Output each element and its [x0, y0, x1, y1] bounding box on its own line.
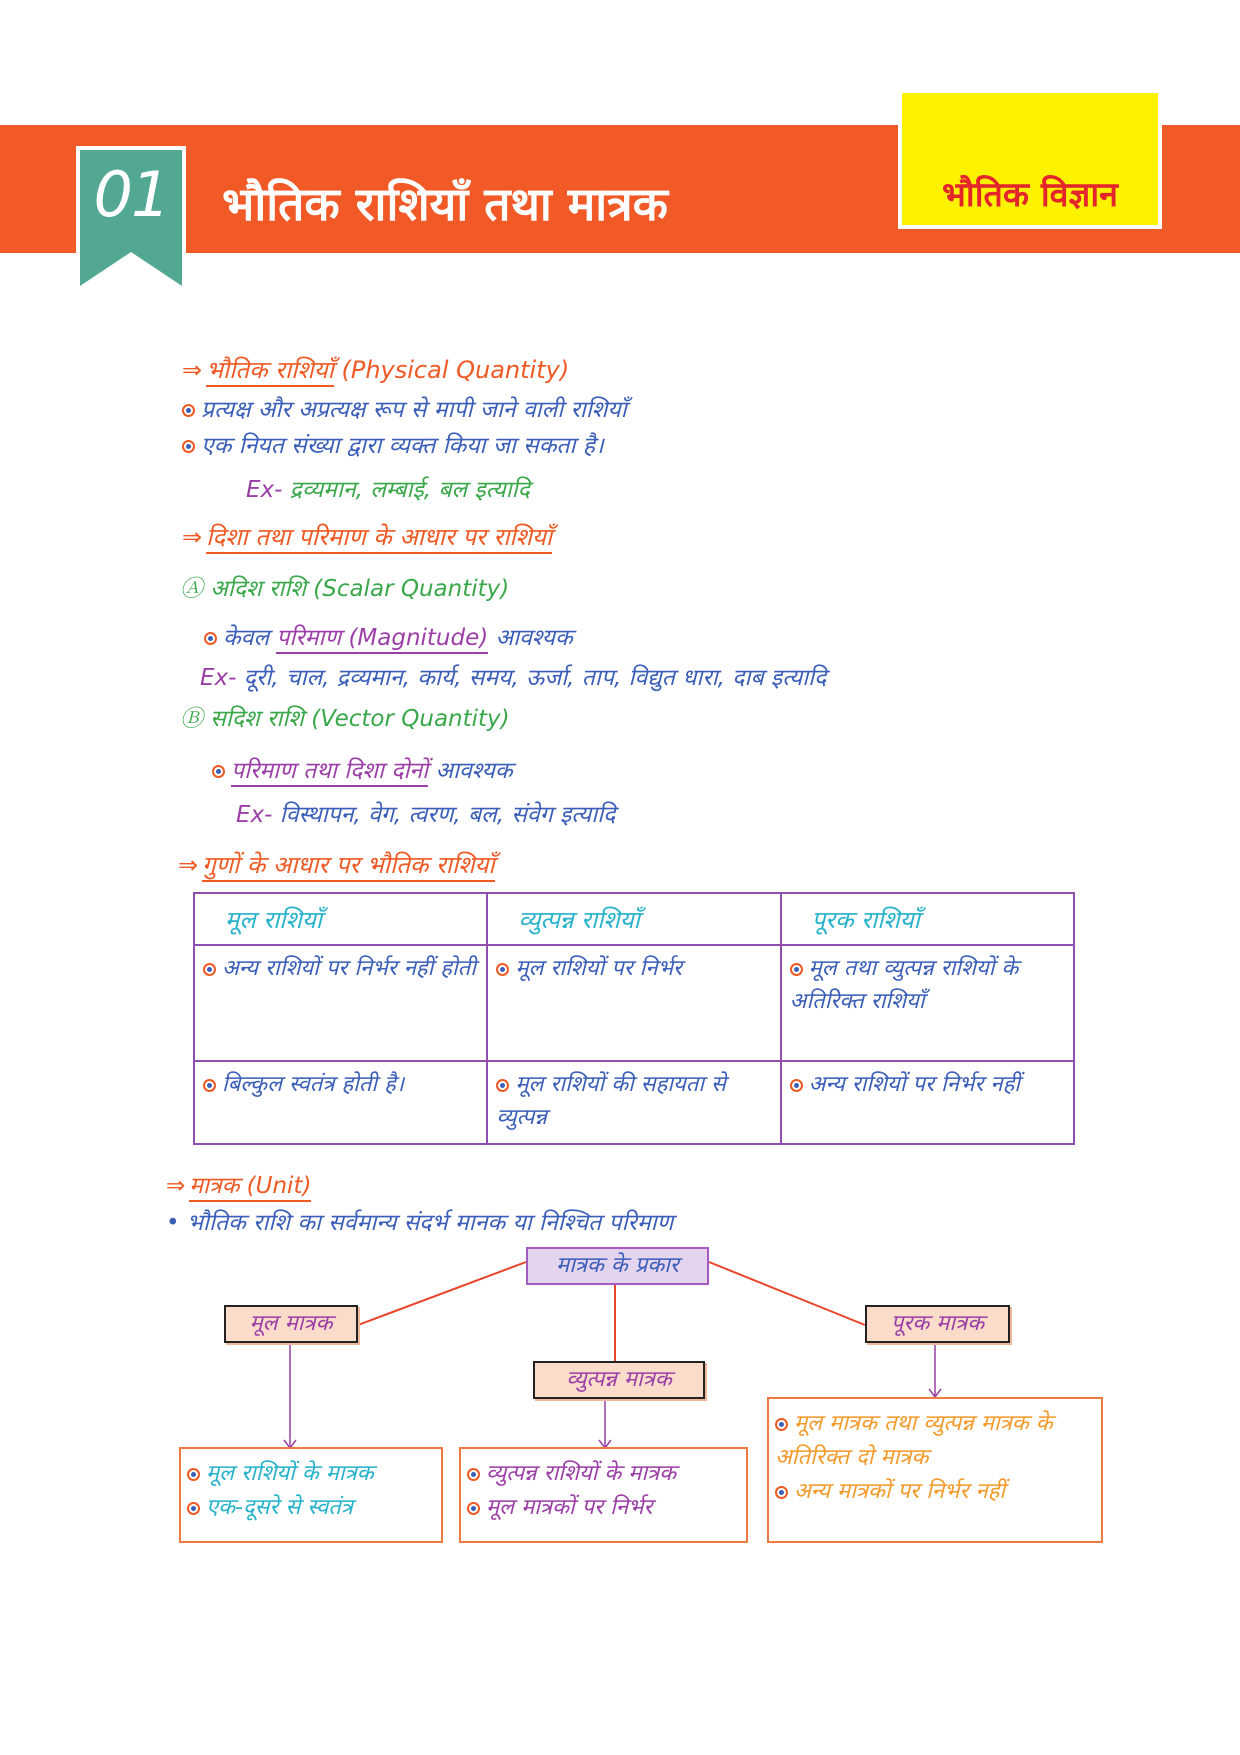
bullet-icon [187, 1502, 200, 1515]
bullet-icon [496, 1079, 509, 1092]
table-cell: मूल राशियों पर निर्भर [487, 945, 780, 1061]
bullet-icon [187, 1468, 200, 1481]
bullet-icon [790, 963, 803, 976]
list-item: अन्य मात्रकों पर निर्भर नहीं [775, 1475, 1095, 1509]
section-heading-direction-magnitude: ⇒ दिशा तथा परिमाण के आधार पर राशियाँ [182, 520, 552, 553]
subject-label: भौतिक विज्ञान [941, 175, 1119, 215]
diagram-node-derived-unit: व्युत्पन्न मात्रक [533, 1361, 705, 1399]
bullet-icon [775, 1486, 788, 1499]
diagram-root-node: मात्रक के प्रकार [526, 1247, 709, 1285]
diagram-leaf-supplementary [767, 1397, 1103, 1543]
bullet-icon [182, 440, 195, 453]
list-item: व्युत्पन्न राशियों के मात्रक [467, 1457, 740, 1491]
list-item: एक-दूसरे से स्वतंत्र [187, 1491, 435, 1525]
section-heading-physical-quantity: ⇒ भौतिक राशियाँ (Physical Quantity) [182, 353, 569, 386]
diagram-leaf-fundamental [179, 1447, 443, 1543]
list-item: मूल मात्रकों पर निर्भर [467, 1491, 740, 1525]
double-arrow-icon: ⇒ [166, 1173, 186, 1199]
table-header-row [194, 893, 1074, 945]
bullet-icon [212, 765, 225, 778]
bullet-icon [775, 1418, 788, 1431]
table-row [194, 1061, 1074, 1144]
double-arrow-icon: ⇒ [182, 356, 203, 384]
list-item: केवल परिमाण (Magnitude) आवश्यक [204, 620, 573, 652]
unit-definition: • भौतिक राशि का सर्वमान्य संदर्भ मानक या निश्चित परिमाण [166, 1210, 674, 1236]
table-cell: अन्य राशियों पर निर्भर नहीं [781, 1061, 1074, 1144]
list-item: एक नियत संख्या द्वारा व्यक्त किया जा सकता है। [182, 428, 604, 460]
section-heading-unit: ⇒ मात्रक (Unit) [166, 1168, 311, 1200]
list-item: मूल मात्रक तथा व्युत्पन्न मात्रक के अतिरिक्त दो मात्रक [775, 1411, 1053, 1470]
chapter-number: 01 [93, 158, 169, 231]
bullet-icon [790, 1079, 803, 1092]
bullet-icon [467, 1502, 480, 1515]
table-cell: अन्य राशियों पर निर्भर नहीं होती [194, 945, 487, 1061]
table-cell: मूल तथा व्युत्पन्न राशियों के अतिरिक्त राशियाँ [781, 945, 1074, 1061]
double-arrow-icon: ⇒ [178, 851, 199, 879]
list-item: मूल राशियों के मात्रक [187, 1457, 435, 1491]
example-line: Ex- दूरी, चाल, द्रव्यमान, कार्य, समय, ऊर्जा, ताप, विद्युत धारा, दाब इत्यादि [200, 665, 827, 691]
table-header: पूरक राशियाँ [781, 893, 1074, 945]
bullet-icon [496, 963, 509, 976]
table-row [194, 945, 1074, 1061]
diagram-node-supplementary-unit: पूरक मात्रक [865, 1305, 1010, 1343]
example-line: Ex- द्रव्यमान, लम्बाई, बल इत्यादि [246, 477, 530, 503]
vector-label: Ⓑ सदिश राशि (Vector Quantity) [180, 706, 510, 732]
double-arrow-icon: ⇒ [182, 523, 203, 551]
example-line: Ex- विस्थापन, वेग, त्वरण, बल, संवेग इत्यादि [236, 802, 616, 828]
section-heading-properties: ⇒ गुणों के आधार पर भौतिक राशियाँ [178, 848, 495, 881]
bullet-icon [182, 404, 195, 417]
bullet-icon [204, 632, 217, 645]
table-cell: मूल राशियों की सहायता से व्युत्पन्न [487, 1061, 780, 1144]
quantity-types-table [193, 892, 1075, 1145]
table-header: मूल राशियाँ [194, 893, 487, 945]
table-cell: बिल्कुल स्वतंत्र होती है। [194, 1061, 487, 1144]
table-header: व्युत्पन्न राशियाँ [487, 893, 780, 945]
bullet-icon [467, 1468, 480, 1481]
list-item: प्रत्यक्ष और अप्रत्यक्ष रूप से मापी जाने वाली राशियाँ [182, 392, 627, 424]
bullet-icon [203, 963, 216, 976]
list-item: परिमाण तथा दिशा दोनों आवश्यक [212, 753, 513, 785]
scalar-label: Ⓐ अदिश राशि (Scalar Quantity) [180, 576, 510, 602]
diagram-leaf-derived [459, 1447, 748, 1543]
bullet-icon [203, 1079, 216, 1092]
chapter-title: भौतिक राशियाँ तथा मात्रक [222, 177, 668, 231]
diagram-node-fundamental-unit: मूल मात्रक [224, 1305, 358, 1343]
